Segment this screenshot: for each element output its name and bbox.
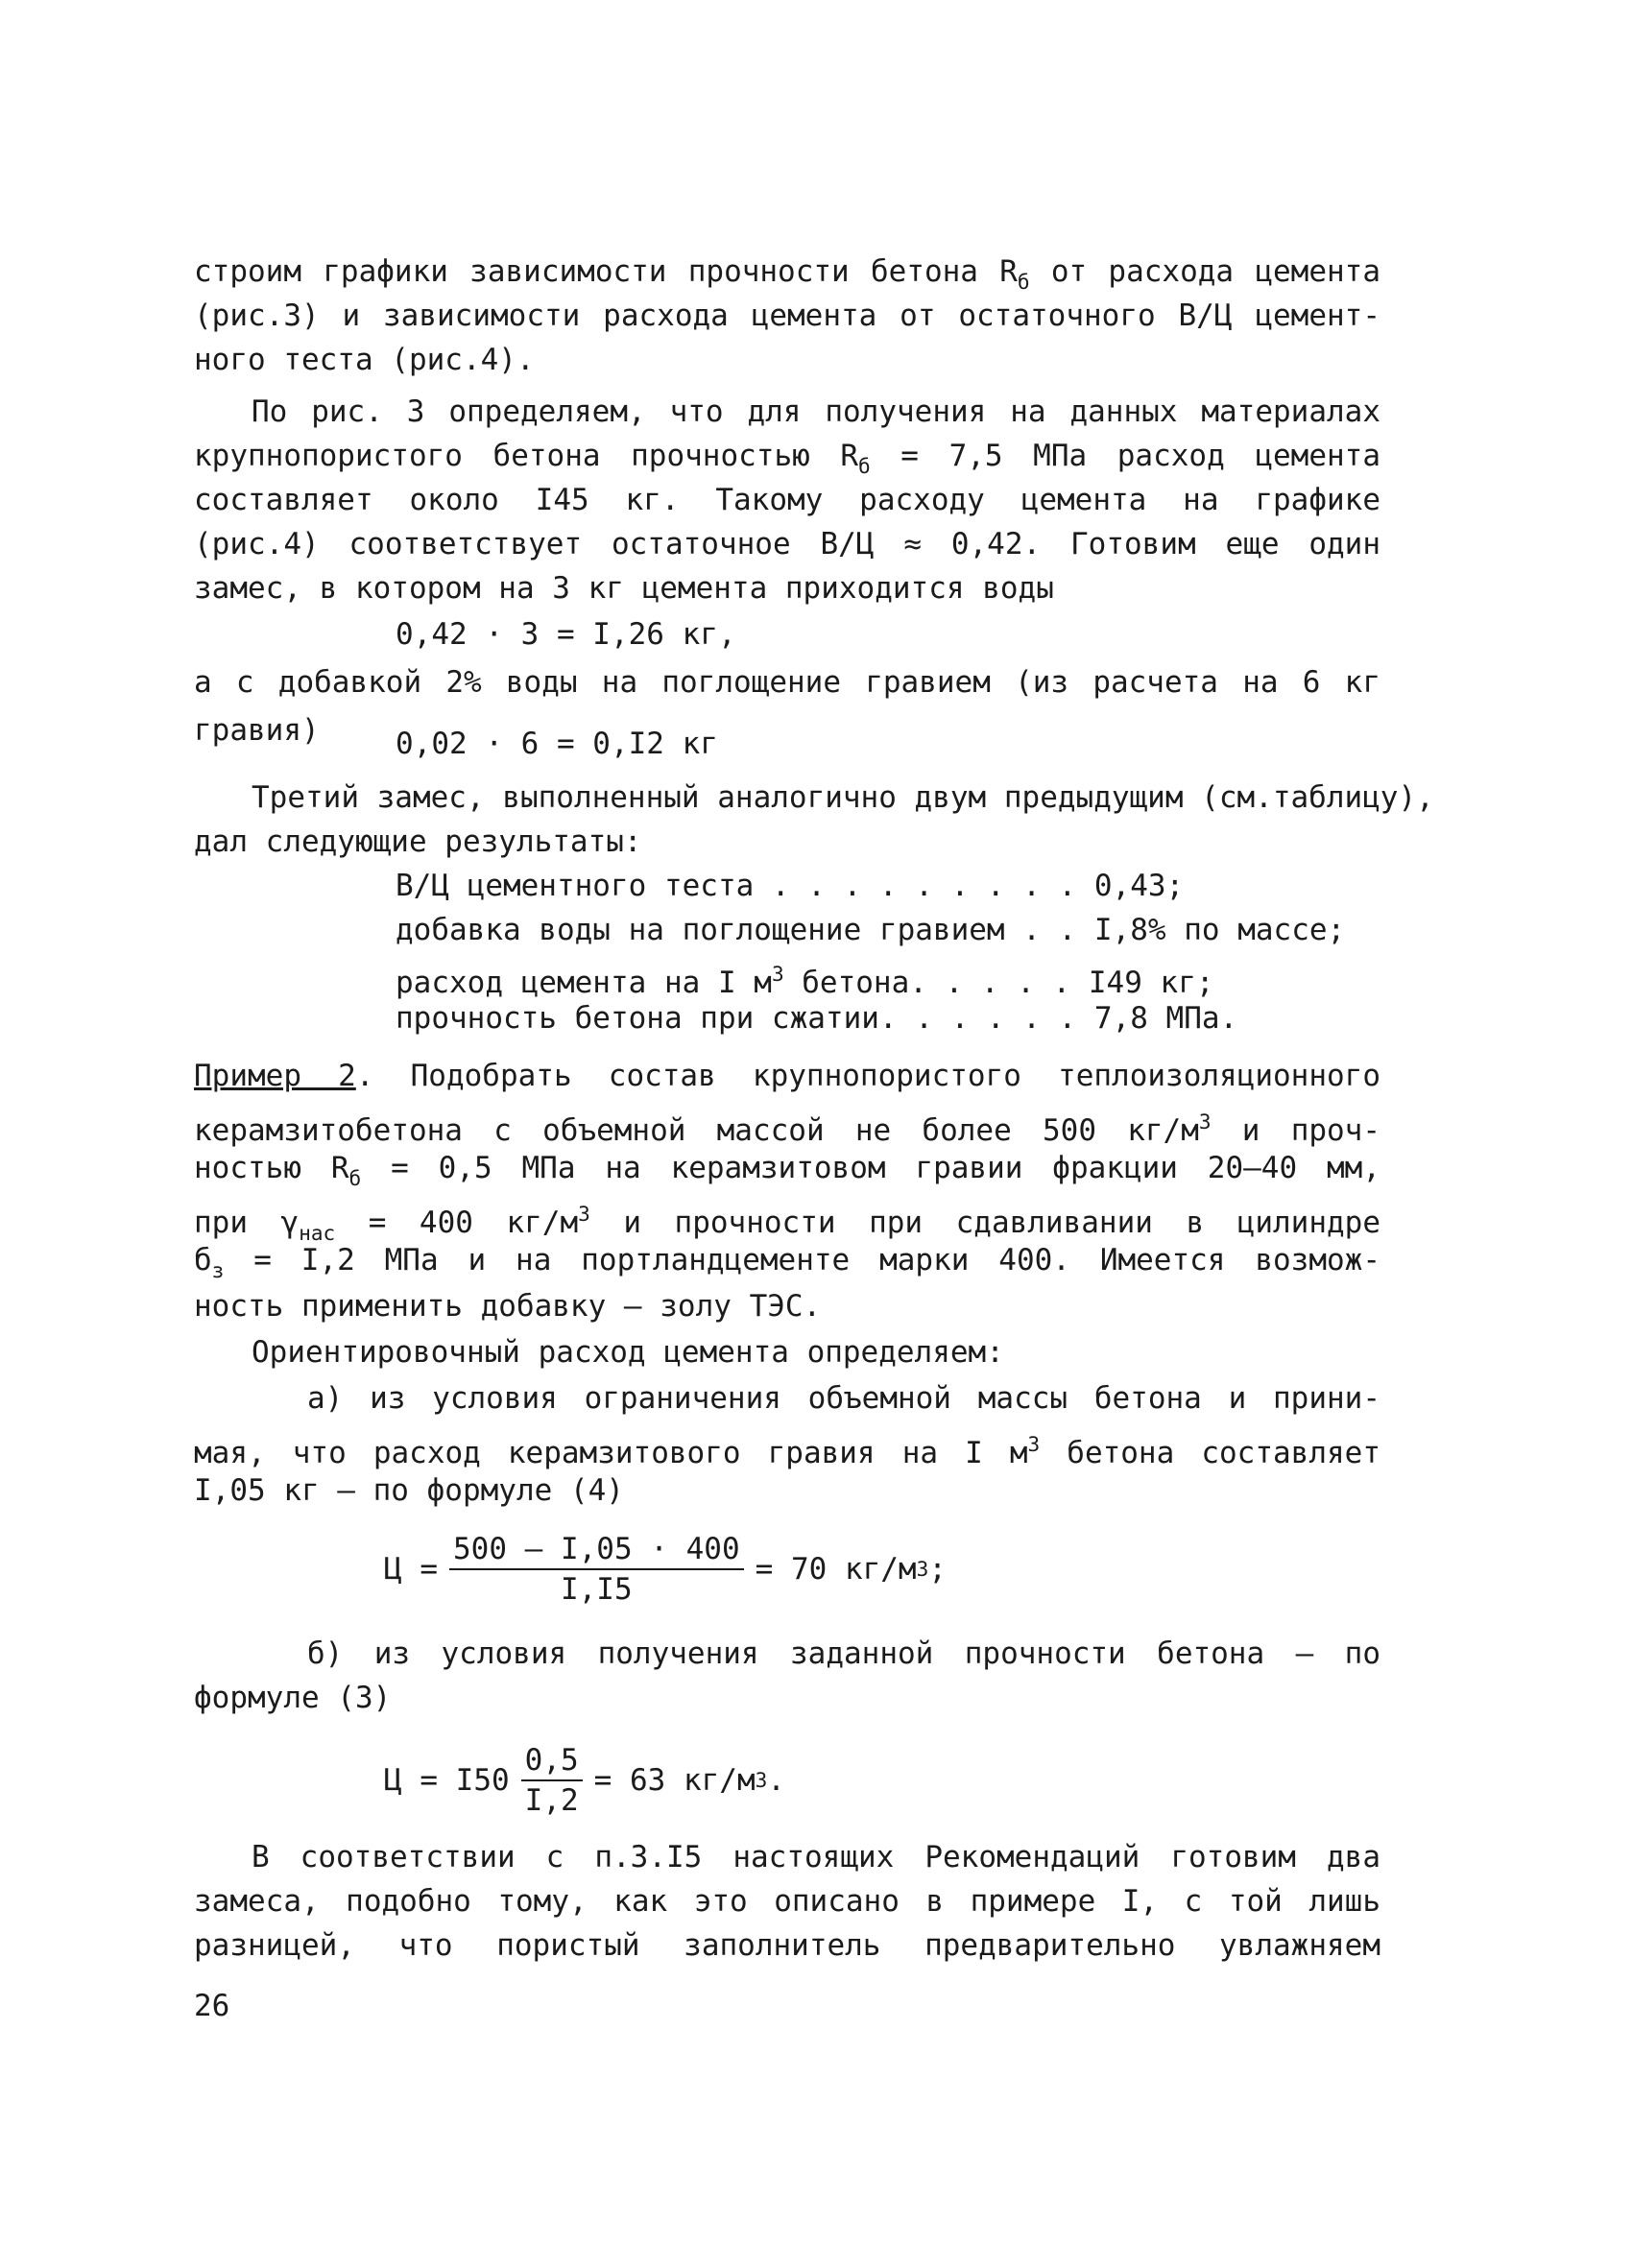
text-line: гравия) (194, 713, 320, 748)
text-line: строим графики зависимости прочности бетона $R_б$ от расхода цемента (194, 254, 1380, 294)
text-line: $б_з = I,2$ МПа и на портландцементе марки 400. Имеется возмож- (194, 1243, 1380, 1282)
text-line: замеса, подобно тому, как это описано в примере I, с той лишь (194, 1884, 1380, 1919)
text-line: (рис.4) соответствует остаточное В/Ц ≈ 0,42. Готовим еще один (194, 527, 1380, 561)
text-line: По рис. 3 определяем, что для получения на данных материалах (252, 394, 1380, 429)
text-line: формуле (3) (194, 1681, 392, 1715)
result-row: В/Ц цементного теста . . . . . . . . . 0,43; (396, 869, 1185, 903)
text-line: разницей, что пористый заполнитель предварительно увлажняем (194, 1928, 1380, 1963)
equation-line: 0,42 · 3 = I,26 кг, (396, 617, 736, 652)
text-line: б) из условия получения заданной прочности бетона – по (307, 1636, 1380, 1671)
text-line: Ориентировочный расход цемента определяем: (252, 1335, 1004, 1370)
text-line: а с добавкой 2% воды на поглощение гравием (из расчета на 6 кг (194, 665, 1380, 700)
text-line: В соответствии с п.3.I5 настоящих Рекомендаций готовим два (252, 1840, 1380, 1874)
text-line: керамзитобетона с объемной массой не более 500 $кг/м^3$ и проч- (194, 1110, 1381, 1148)
text-line: дал следующие результаты: (194, 824, 642, 859)
result-row: расход цемента на I $м^3$ бетона. . . . . I49 кг; (396, 963, 1214, 1000)
text-line: составляет около I45 кг. Такому расходу цемента на графике (194, 483, 1380, 517)
text-line: при $\gamma_{нас} = 400$ $кг/м^3$ и прочности при сдавливании в цилиндре (194, 1203, 1380, 1245)
text-line: Пример 2. Подобрать состав крупнопористого теплоизоляционного (194, 1059, 1380, 1093)
text-line: крупнопористого бетона прочностью $R_б = 7,5$ МПа расход цемента (194, 439, 1380, 478)
text-line: замес, в котором на 3 кг цемента приходится воды (194, 571, 1054, 606)
result-row: добавка воды на поглощение гравием . . I,8% по массе; (396, 913, 1346, 947)
text-line: (рис.3) и зависимости расхода цемента от остаточного В/Ц цемент- (194, 298, 1380, 333)
text-line: Третий замес, выполненный аналогично двум предыдущим (см.таблицу), (252, 780, 1434, 815)
text-line: ностью $R_б = 0,5$ МПа на керамзитовом гравии фракции 20–40 мм, (194, 1151, 1380, 1190)
fraction: $\frac{500 - I,05 \cdot 400}{I,I5}$ (449, 1530, 744, 1609)
text-line: ного теста (рис.4). (194, 343, 535, 377)
result-row: прочность бетона при сжатии. . . . . . 7,8 МПа. (396, 1001, 1238, 1036)
formula-strength: Ц = I50 $\frac{0,5}{I,2}$ = 63 кг/м 3 . (384, 1743, 785, 1818)
fraction: $\frac{0,5}{I,2}$ (521, 1741, 583, 1820)
text-line: мая, что расход керамзитового гравия на I $м^3$ бетона составляет (194, 1433, 1380, 1470)
text-line: ность применить добавку – золу ТЭС. (194, 1289, 822, 1324)
equation-line: 0,02 · 6 = 0,I2 кг (396, 727, 718, 761)
formula-mass: Ц = $\frac{500 - I,05 \cdot 400}{I,I5}$ = 70 кг/м 3 ; (384, 1532, 947, 1607)
text-line: I,05 кг – по формуле (4) (194, 1473, 624, 1508)
text-line: а) из условия ограничения объемной массы бетона и прини- (307, 1381, 1380, 1416)
page-number: 26 (194, 1989, 230, 2023)
example-title: Пример 2 (194, 1059, 356, 1093)
